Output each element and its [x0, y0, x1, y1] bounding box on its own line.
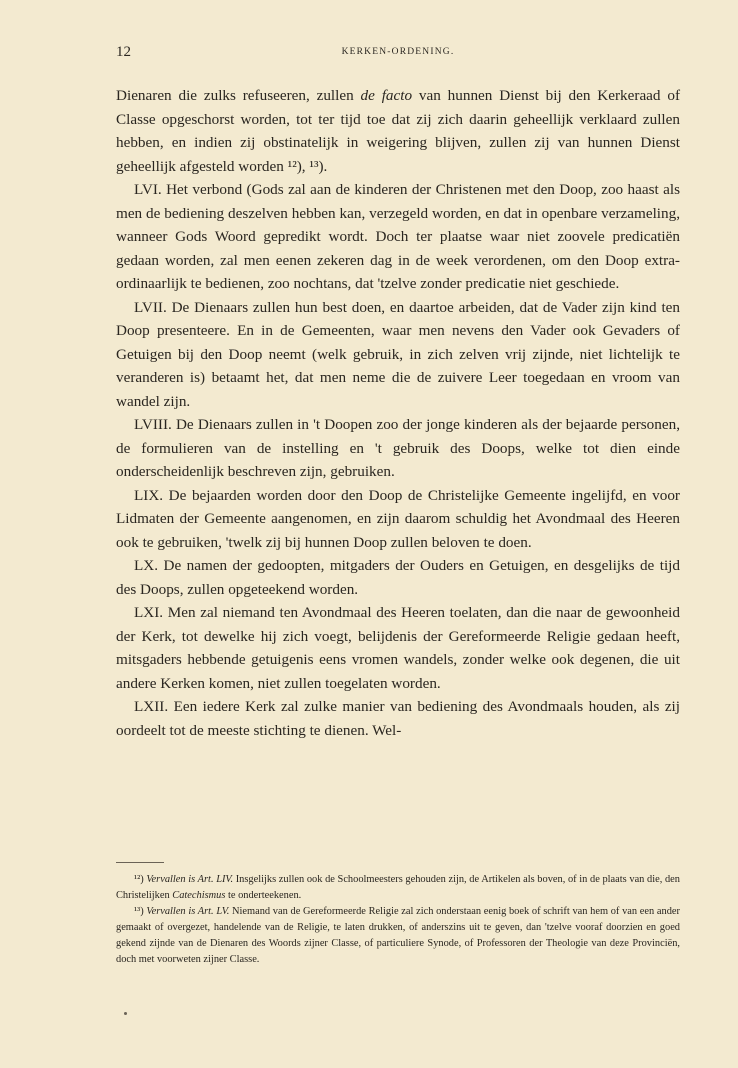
text-run: Niemand van de Gereformeerde Religie zal zich onderstaan eenig boek of schrift van hem of van een ander gemaakt of overgezet, handelende van de Religie, te laten drukken, of anderszins uit te geven, dan 'tzelve vooraf doorzien en goed gekend zijnde van de Dienaren des Woords zijner Classe, of particuliere Synode, of Professoren der Theologie van deze Provinciën, doch met voorweten zijner Classe. [116, 906, 680, 965]
article-lvii: LVII. De Dienaars zullen hun best doen, en daartoe arbeiden, dat de Vader zijn kind ten Doop presenteere. En in de Gemeenten, waar men nevens den Vader ook Gevaders of Getuigen bij den Doop neemt (welk gebruik, in zich zelven vrij zijnde, niet lichtelijk te veranderen is) betaamt het, dat men neme die de zuivere Leer toegedaan en vroom van wandel zijn. [116, 298, 680, 410]
italic-term: Vervallen is Art. LIV. [146, 874, 234, 885]
ink-speck [124, 1012, 127, 1015]
footnotes [116, 872, 680, 968]
italic-term: Vervallen is Art. LV. [146, 906, 230, 917]
footnote-marker: ¹²) [134, 874, 147, 885]
article-lix: LIX. De bejaarden worden door den Doop de Christelijke Gemeente ingelijfd, en voor Lidmaten der Gemeente aangenomen, en zijn daarom schuldig het Avondmaal des Heeren ook te gebruiken, 'twelk zij bij hunnen Doop zullen beloven te doen. [116, 486, 680, 551]
article-lx: LX. De namen der gedoopten, mitgaders der Ouders en Getuigen, en desgelijks de tijd des Doops, zullen opgeteekend worden. [116, 557, 680, 598]
text-run: Insgelijks zullen ook de Schoolmeesters gehouden zijn, de Artikelen als boven, of in de plaats van die, den Christelijken [116, 874, 680, 901]
paragraph-continuation [116, 84, 680, 178]
article-lvi: LVI. Het verbond (Gods zal aan de kinderen der Christenen met den Doop, zoo haast als men de bediening deszelven hebben kan, verzegeld worden, en dat in openbare verzameling, wanneer Gods Woord gepredikt wordt. Doch ter plaatse waar niet zoovele predicatiën gedaan worden, zal men eenen zekeren dag in de week verordenen, om den Doop extra-ordinaarlijk te bedienen, zoo nochtans, dat 'tzelve zonder predicatie niet geschiede. [116, 181, 680, 292]
footnote-13 [116, 904, 680, 968]
italic-term: de facto [360, 87, 413, 104]
italic-term: Catechismus [172, 890, 226, 901]
article-lxii: LXII. Een iedere Kerk zal zulke manier van bediening des Avondmaals houden, als zij oordeelt tot de meeste stichting te dienen. Wel- [116, 698, 680, 739]
article-lviii: LVIII. De Dienaars zullen in 't Doopen zoo der jonge kinderen als der bejaarde personen, de formulieren van de instelling en 't gebruik des Doops, welke tot dien einde onderscheidenlijk beschreven zijn, gebruiken. [116, 416, 680, 480]
footnote-12 [116, 872, 680, 904]
footnote-divider [116, 862, 164, 863]
text-run: Dienaren die zulks refuseeren, zullen [116, 87, 361, 104]
main-text [116, 84, 680, 742]
page-header [116, 44, 680, 64]
running-title: KERKEN-ORDENING. [341, 47, 455, 57]
article-lxi: LXI. Men zal niemand ten Avondmaal des Heeren toelaten, dan die naar de gewoonheid der Kerk, tot dewelke hij zich voegt, belijdenis der Gereformeerde Religie gedaan heeft, mitsgaders hebbende getuigenis eens vromen wandels, zonder welke ook degenen, die uit andere Kerken komen, niet zullen toegelaten worden. [116, 604, 680, 692]
text-run: te onderteekenen. [225, 890, 302, 901]
text-run: van hunnen Dienst bij den Kerkeraad of Classe opgeschorst worden, tot ter tijd toe dat zij zich daarin geheellijk verklaard zullen hebben, en indien zij obstinatelijk in weigering blijven, zullen zij van hunnen Dienst geheellijk afgesteld worden ¹²), ¹³). [116, 87, 680, 175]
page-number: 12 [116, 44, 131, 60]
footnote-marker: ¹³) [134, 906, 147, 917]
